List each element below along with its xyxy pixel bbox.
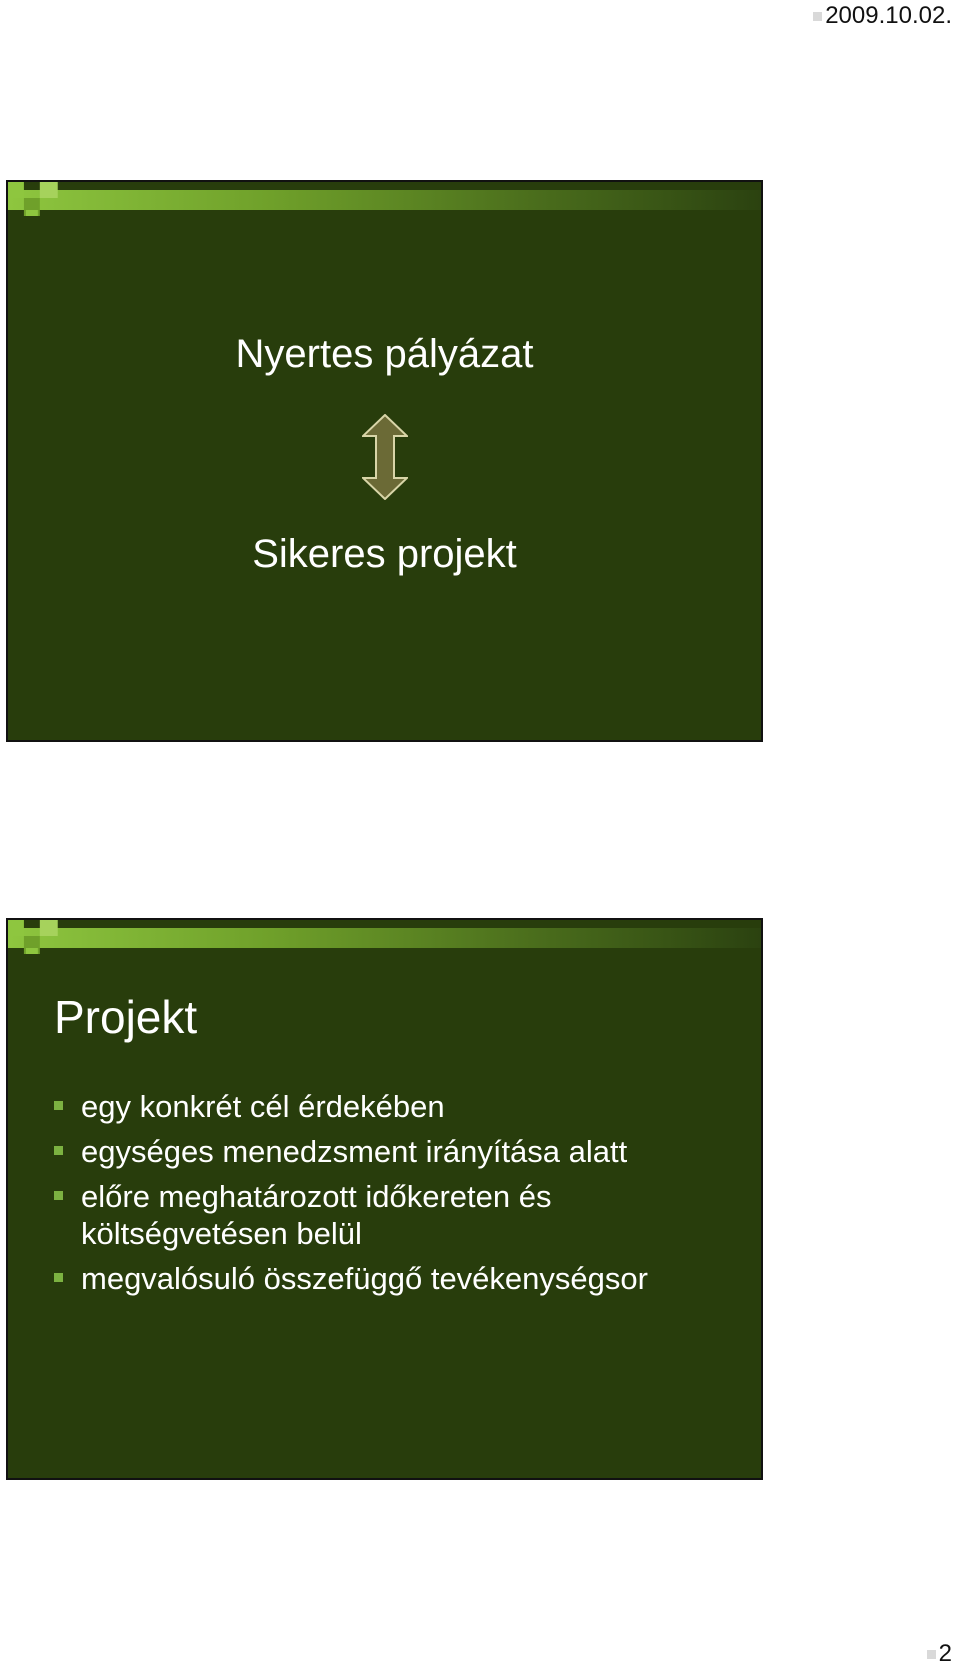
double-arrow-icon (362, 414, 408, 500)
bullet-text: előre meghatározott időkereten és költségvetésen belül (81, 1179, 552, 1251)
footer-marker-icon (927, 1650, 936, 1659)
header-date (813, 2, 952, 30)
list-item (54, 1178, 744, 1252)
bullet-text: egységes menedzsment irányítása alatt (81, 1134, 628, 1169)
list-item (54, 1133, 744, 1170)
bullet-text: megvalósuló összefüggő tevékenységsor (81, 1261, 648, 1296)
list-item (54, 1260, 744, 1297)
slide-2 (6, 918, 763, 1480)
bullet-icon (54, 1146, 63, 1155)
slide1-title-bottom: Sikeres projekt (252, 532, 517, 576)
slide-decoration-bar-icon (8, 182, 761, 216)
slide1-title-top: Nyertes pályázat (235, 332, 534, 376)
page-number-text: 2 (938, 1640, 952, 1667)
page-number (927, 1640, 952, 1668)
slide2-heading: Projekt (54, 991, 198, 1043)
bullet-icon (54, 1273, 63, 1282)
header-marker-icon (813, 12, 822, 21)
bullet-icon (54, 1101, 63, 1110)
list-item (54, 1088, 744, 1125)
bullet-icon (54, 1191, 63, 1200)
slide-1 (6, 180, 763, 742)
slide-decoration-bar-icon (8, 920, 761, 954)
bullet-list (54, 1088, 744, 1305)
bullet-text: egy konkrét cél érdekében (81, 1089, 445, 1124)
date-text: 2009.10.02. (825, 2, 952, 29)
